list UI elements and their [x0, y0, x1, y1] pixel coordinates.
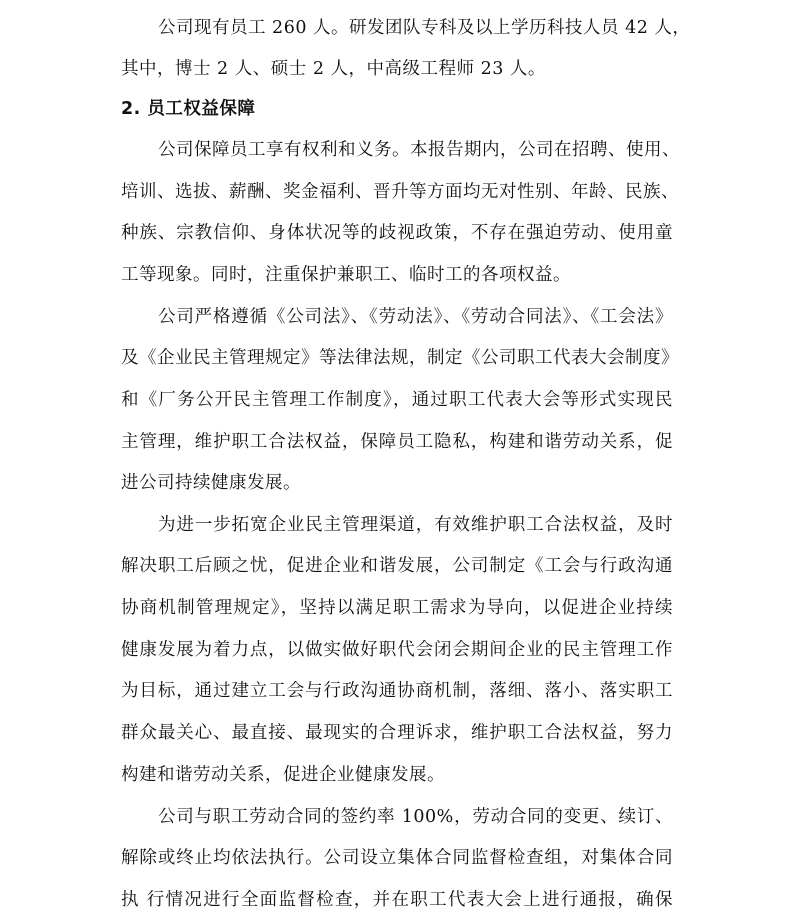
paragraph-union-line-6: 群众最关心、最直接、最现实的合理诉求，维护职工合法权益，努力	[121, 723, 673, 743]
paragraph-union-line-7: 构建和谐劳动关系，促进企业健康发展。	[121, 765, 445, 785]
paragraph-contract-line-3: 执 行情况进行全面监督检查，并在职工代表大会上进行通报，确保	[121, 890, 673, 910]
paragraph-law-line-4: 主管理，维护职工合法权益，保障员工隐私，构建和谐劳动关系，促	[121, 432, 673, 452]
paragraph-law-line-2: 及《企业民主管理规定》等法律法规，制定《公司职工代表大会制度》	[121, 348, 679, 368]
paragraph-contract-line-1: 公司与职工劳动合同的签约率 100%，劳动合同的变更、续订、	[158, 807, 673, 827]
section-heading: 2. 员工权益保障	[121, 99, 256, 119]
paragraph-rights-line-1: 公司保障员工享有权利和义务。本报告期内，公司在招聘、使用、	[158, 140, 680, 160]
paragraph-rights-line-2: 培训、选拔、薪酬、奖金福利、晋升等方面均无对性别、年龄、民族、	[121, 182, 679, 202]
paragraph-law-line-1: 公司严格遵循《公司法》、《劳动法》、《劳动合同法》、《工会法》	[158, 307, 673, 327]
paragraph-union-line-3: 协商机制管理规定》，坚持以满足职工需求为导向，以促进企业持续	[121, 598, 673, 618]
paragraph-law-line-5: 进公司持续健康发展。	[121, 473, 301, 493]
paragraph-contract-line-2: 解除或终止均依法执行。公司设立集体合同监督检查组，对集体合同	[121, 848, 673, 868]
paragraph-union-line-5: 为目标，通过建立工会与行政沟通协商机制，落细、落小、落实职工	[121, 681, 673, 701]
paragraph-staff-line-2: 其中，博士 2 人、硕士 2 人，中高级工程师 23 人。	[121, 59, 546, 79]
paragraph-law-line-3: 和《厂务公开民主管理工作制度》，通过职工代表大会等形式实现民	[121, 390, 673, 410]
paragraph-rights-line-3: 种族、宗教信仰、身体状况等的歧视政策，不存在强迫劳动、使用童	[121, 223, 673, 243]
paragraph-staff-line-1: 公司现有员工 260 人。研发团队专科及以上学历科技人员 42 人，	[158, 18, 691, 38]
paragraph-rights-line-4: 工等现象。同时，注重保护兼职工、临时工的各项权益。	[121, 265, 571, 285]
paragraph-union-line-1: 为进一步拓宽企业民主管理渠道，有效维护职工合法权益，及时	[158, 515, 673, 535]
paragraph-union-line-4: 健康发展为着力点，以做实做好职代会闭会期间企业的民主管理工作	[121, 640, 673, 660]
paragraph-union-line-2: 解决职工后顾之忧，促进企业和谐发展，公司制定《工会与行政沟通	[121, 556, 673, 576]
